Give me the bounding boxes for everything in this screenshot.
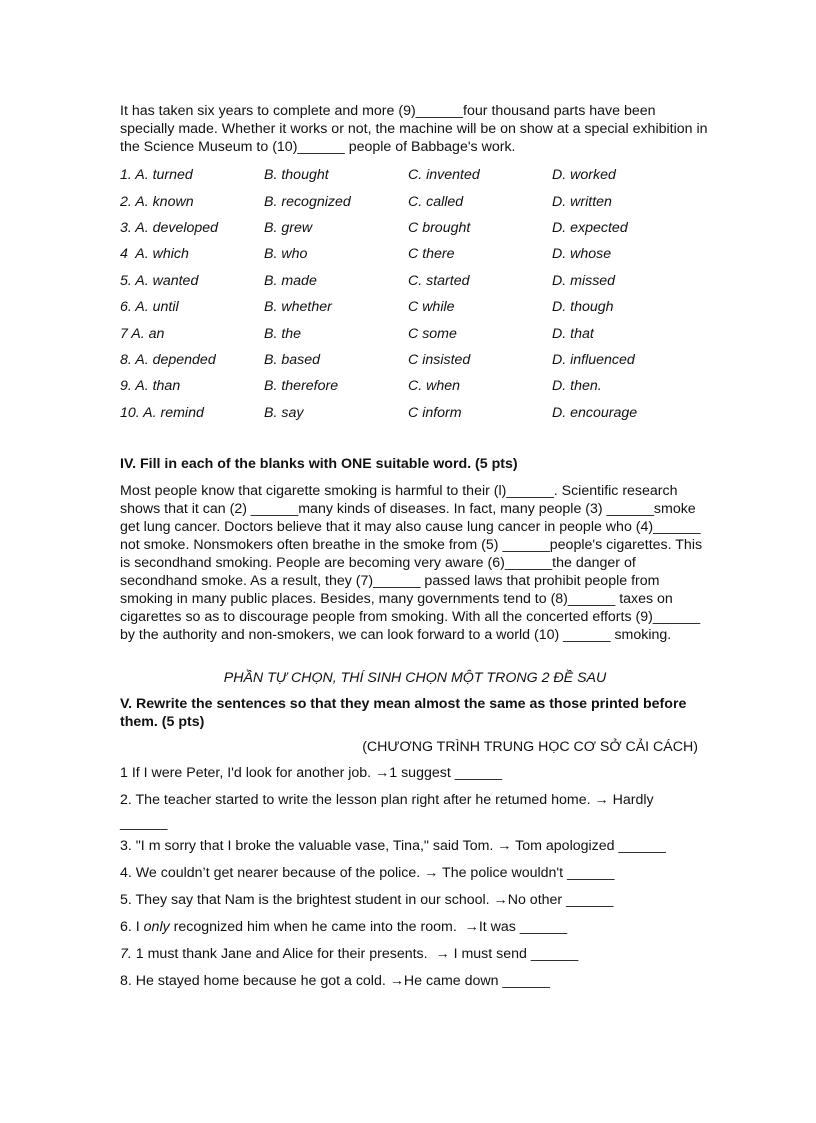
option-row <box>120 294 710 320</box>
option-row <box>120 241 710 267</box>
option-row <box>120 400 710 426</box>
option-b: B. whether <box>264 299 332 316</box>
intro-paragraph: It has taken six years to complete and more (9)______four thousand parts have been specially made. Whether it works or not, the machine will be on show at a special exhibition in the Science Museum to (10)______ people of Babbage's work. <box>120 103 708 155</box>
rewrite-sentence-1: 1 If I were Peter, I'd look for another job. →1 suggest ______ <box>120 764 503 781</box>
sentence-7-rest: 1 must thank Jane and Alice for their presents. → I must send ______ <box>131 945 579 962</box>
rewrite-sentence-6 <box>120 918 710 936</box>
option-b: B. recognized <box>264 193 351 210</box>
options-grid <box>120 162 710 426</box>
option-row <box>120 162 710 188</box>
option-c: C some <box>408 325 457 342</box>
option-row <box>120 373 710 399</box>
option-d: D. though <box>552 299 614 316</box>
rewrite-sentence-3: 3. "I m sorry that I broke the valuable vase, Tina," said Tom. → Tom apologized ______ <box>120 837 666 854</box>
option-b: B. say <box>264 404 304 421</box>
option-row <box>120 347 710 373</box>
option-c: C insisted <box>408 351 471 368</box>
option-b: B. who <box>264 246 308 263</box>
option-b: B. the <box>264 325 302 342</box>
section-iv-heading: IV. Fill in each of the blanks with ONE suitable word. (5 pts) <box>120 455 518 472</box>
option-b: B. based <box>264 351 321 368</box>
option-a: 2. A. known <box>120 193 194 210</box>
rewrite-sentence-2: 2. The teacher started to write the lesson plan right after he retumed home. → Hardly <box>120 791 654 808</box>
rewrite-sentence-4: 4. We couldn’t get nearer because of the police. → The police wouldn't ______ <box>120 864 615 881</box>
rewrite-sentence-2-blank: ______ <box>120 814 168 831</box>
option-c: C. called <box>408 193 464 210</box>
option-d: D. then. <box>552 378 602 395</box>
sentence-6-emphasis: only <box>143 918 170 935</box>
section-v-heading: V. Rewrite the sentences so that they mean almost the same as those printed before them. (5 pts) <box>120 695 687 730</box>
option-d: D. missed <box>552 272 616 289</box>
option-c: C there <box>408 246 455 263</box>
rewrite-sentence-5: 5. They say that Nam is the brightest student in our school. →No other ______ <box>120 891 614 908</box>
option-d: D. that <box>552 325 594 342</box>
option-d: D. encourage <box>552 404 638 421</box>
option-c: C. started <box>408 272 470 289</box>
sentence-6-rest: recognized him when he came into the room. →It was ______ <box>169 918 568 935</box>
option-c: C. when <box>408 378 461 395</box>
option-a: 5. A. wanted <box>120 272 199 289</box>
option-b: B. grew <box>264 219 313 236</box>
option-c: C while <box>408 299 455 316</box>
option-row <box>120 268 710 294</box>
option-d: D. worked <box>552 167 616 184</box>
option-row <box>120 188 710 214</box>
program-label: (CHƯƠNG TRÌNH TRUNG HỌC CƠ SỞ CẢI CÁCH) <box>362 738 698 755</box>
section-iv-paragraph: Most people know that cigarette smoking is harmful to their (l)______. Scientific research shows that it can (2) ______many kinds of diseases. In fact, many people (3) ______smoke get lung cancer. Doctors believe that it may also cause lung cancer in people who (4)______ not smoke. Nonsmokers often breathe in the smoke from (5) ______people's cigarettes. This is secondhand smoking. People are becoming very aware (6)______the danger of secondhand smoke. As a result, they (7)______ passed laws that prohibit people from smoking in many public places. Besides, many governments tend to (8)______ taxes on cigarettes so as to discourage people from smoking. With all the concerted efforts (9)______ by the authority and non-smokers, we can look forward to a world (10) ______ smoking. <box>120 482 703 643</box>
sentence-7-number: 7. <box>120 945 132 962</box>
option-row <box>120 320 710 346</box>
option-a: 4 A. which <box>120 246 189 263</box>
option-row <box>120 215 710 241</box>
option-a: 3. A. developed <box>120 219 219 236</box>
option-d: D. whose <box>552 246 612 263</box>
document-page <box>120 102 710 990</box>
option-a: 7 A. an <box>120 325 165 342</box>
option-a: 6. A. until <box>120 299 179 316</box>
option-b: B. thought <box>264 167 329 184</box>
option-a: 9. A. than <box>120 378 181 395</box>
option-c: C inform <box>408 404 462 421</box>
option-b: B. therefore <box>264 378 339 395</box>
option-b: B. made <box>264 272 317 289</box>
option-d: D. expected <box>552 219 628 236</box>
option-a: 1. A. turned <box>120 167 193 184</box>
rewrite-sentence-7 <box>120 945 710 963</box>
option-a: 8. A. depended <box>120 351 216 368</box>
option-d: D. influenced <box>552 351 635 368</box>
elective-title: PHẦN TỰ CHỌN, THÍ SINH CHỌN MỘT TRONG 2 ĐỀ SAU <box>223 669 607 686</box>
sentence-6-start: 6. I <box>120 918 144 935</box>
option-a: 10. A. remind <box>120 404 204 421</box>
option-c: C brought <box>408 219 471 236</box>
option-c: C. invented <box>408 167 480 184</box>
rewrite-sentence-8: 8. He stayed home because he got a cold. →He came down ______ <box>120 972 550 989</box>
option-d: D. written <box>552 193 612 210</box>
